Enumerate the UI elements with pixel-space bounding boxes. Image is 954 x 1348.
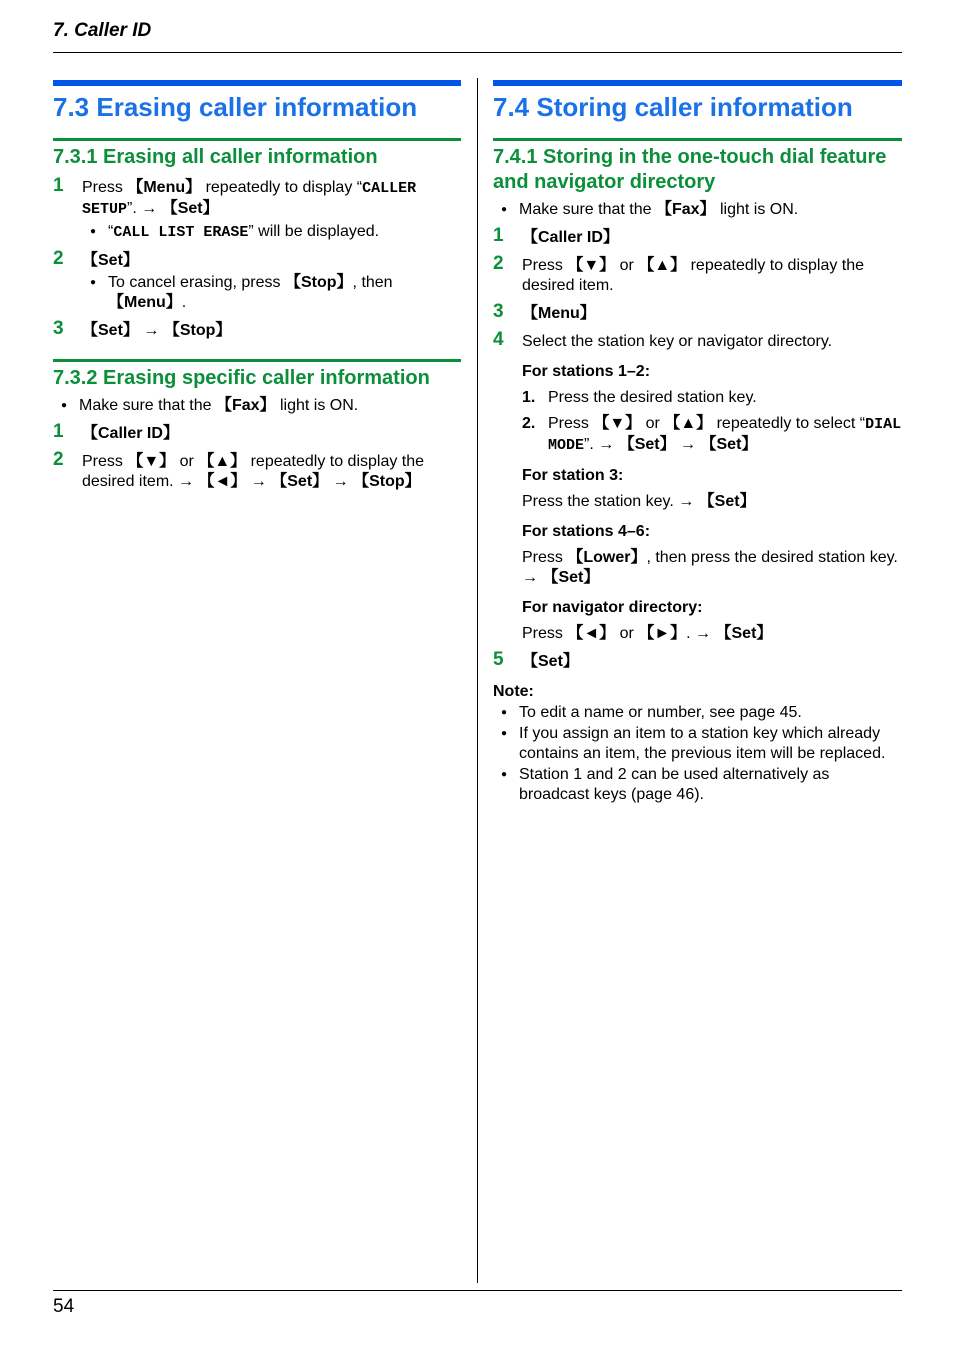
step-number: 5 [493, 649, 504, 670]
text: Press [522, 257, 568, 274]
column-divider [477, 78, 478, 1283]
note-title: Note: [493, 683, 534, 700]
left-key: 【◄】 [567, 625, 616, 642]
set-key: 【Set】 [618, 436, 676, 453]
menu-key: 【Menu】 [108, 294, 182, 311]
set-key: 【Set】 [522, 653, 579, 670]
stations-1-2-label: For stations 1–2: [522, 363, 651, 380]
text: Press [82, 453, 128, 470]
item-number: 1. [522, 389, 536, 406]
step-4 [493, 329, 902, 352]
arrow-icon: → [250, 473, 267, 490]
text: Press [522, 549, 568, 566]
subsection-title: 7.4.1 Storing in the one-touch dial feature and navigator directory [493, 146, 887, 193]
down-key: 【▼】 [127, 453, 176, 470]
set-key: 【Set】 [698, 493, 756, 510]
text: , then press the desired station key. [646, 549, 898, 566]
text: repeatedly to display the desired item. [82, 453, 425, 490]
bullet-item [53, 396, 461, 416]
down-key: 【▼】 [567, 257, 616, 274]
arrow-icon: → [680, 436, 697, 453]
text: repeatedly to display the desired item. [522, 257, 865, 294]
step-5 [493, 649, 902, 672]
text: Select the station key or navigator directory. [522, 333, 833, 350]
subsection-title: 7.3.1 Erasing all caller information [53, 146, 378, 168]
stop-key: 【Stop】 [284, 274, 353, 291]
fax-key: 【Fax】 [655, 201, 716, 218]
text: Make sure that the [79, 397, 216, 414]
menu-key: 【Menu】 [522, 305, 596, 322]
arrow-icon: → [143, 322, 160, 339]
navigator-directory-label: For navigator directory: [522, 599, 703, 616]
up-key: 【▲】 [638, 257, 687, 274]
step-number: 1 [53, 421, 64, 442]
numbered-item [522, 388, 902, 408]
text: . [181, 294, 187, 311]
down-key: 【▼】 [593, 415, 642, 432]
arrow-icon: → [598, 436, 615, 453]
set-key: 【Set】 [700, 436, 758, 453]
subsection-title: 7.3.2 Erasing specific caller information [53, 367, 430, 389]
numbered-item [522, 414, 902, 456]
right-column [493, 80, 902, 805]
stations-4-6-instruction [522, 548, 902, 588]
arrow-icon: → [522, 569, 538, 586]
set-key: 【Set】 [271, 473, 329, 490]
section-7-3-header [53, 80, 461, 122]
subsection-7-3-1-header [53, 138, 461, 170]
page-number: 54 [53, 1296, 75, 1317]
navigator-instruction [522, 624, 902, 644]
item-number: 2. [522, 415, 536, 432]
arrow-icon: → [678, 493, 695, 510]
arrow-icon: → [141, 200, 158, 217]
step-2 [53, 449, 461, 492]
text: , then [352, 274, 393, 291]
step-1 [53, 175, 461, 243]
step-number: 2 [53, 449, 64, 470]
text: Press [82, 179, 128, 196]
subsection-7-3-2-header [53, 359, 461, 391]
stop-key: 【Stop】 [353, 473, 421, 490]
step-number: 4 [493, 329, 504, 350]
note-item: ● Station 1 and 2 can be used alternatively as broadcast keys (page 46). [493, 765, 902, 805]
text: Press the desired station key. [548, 389, 757, 406]
step-2 [493, 253, 902, 296]
step-number: 2 [493, 253, 504, 274]
text: or [175, 453, 199, 470]
text: light is ON. [275, 397, 359, 414]
step-number: 2 [53, 248, 64, 269]
footer-rule [53, 1290, 902, 1291]
text: or [641, 415, 665, 432]
up-key: 【▲】 [198, 453, 247, 470]
set-key: 【Set】 [542, 569, 600, 586]
subsection-7-4-1-header [493, 138, 902, 195]
set-key: 【Set】 [161, 200, 219, 217]
note-item: ● To edit a name or number, see page 45. [493, 703, 902, 723]
section-7-4-header [493, 80, 902, 122]
text: Press [522, 625, 568, 642]
caller-id-key: 【Caller ID】 [82, 425, 179, 442]
set-key: 【Set】 [82, 252, 139, 269]
text: repeatedly to select “ [712, 415, 866, 432]
display-text: CALL LIST ERASE [113, 224, 249, 241]
text: repeatedly to display “ [201, 179, 363, 196]
stop-key: 【Stop】 [163, 322, 232, 339]
caller-id-key: 【Caller ID】 [522, 229, 619, 246]
text: To cancel erasing, press [108, 274, 285, 291]
step-2 [53, 248, 461, 313]
text: ”. [584, 436, 599, 453]
section-title: 7.3 Erasing caller information [53, 92, 418, 122]
arrow-icon: → [695, 625, 712, 642]
text: Press the station key. [522, 493, 679, 510]
text: ”. [127, 200, 142, 217]
left-key: 【◄】 [198, 473, 247, 490]
station-3-label: For station 3: [522, 467, 624, 484]
arrow-icon: → [332, 473, 349, 490]
step-number: 3 [53, 318, 64, 339]
step-number: 3 [493, 301, 504, 322]
step-number: 1 [493, 225, 504, 246]
chapter-header: 7. Caller ID [53, 20, 152, 41]
step-3 [493, 301, 902, 324]
bullet-item [493, 200, 902, 220]
text: or [615, 625, 639, 642]
text: . [686, 625, 696, 642]
menu-key: 【Menu】 [127, 179, 202, 196]
text: Press [548, 415, 594, 432]
display-text: DIAL MODE [548, 416, 902, 454]
arrow-icon: → [178, 473, 195, 490]
display-text: CALLER SETUP [82, 180, 417, 218]
stations-4-6-label: For stations 4–6: [522, 523, 651, 540]
left-column [53, 80, 461, 492]
text: “ [108, 223, 114, 240]
text: or [615, 257, 639, 274]
set-key: 【Set】 [82, 322, 139, 339]
bullet-item [82, 222, 461, 243]
header-rule [53, 52, 902, 53]
step-number: 1 [53, 175, 64, 196]
step-1 [53, 421, 461, 444]
station-instructions [493, 362, 902, 644]
right-key: 【►】 [638, 625, 687, 642]
step-3 [53, 318, 461, 341]
text: light is ON. [715, 201, 799, 218]
set-key: 【Set】 [715, 625, 773, 642]
up-key: 【▲】 [664, 415, 713, 432]
lower-key: 【Lower】 [567, 549, 647, 566]
fax-key: 【Fax】 [215, 397, 276, 414]
text: Make sure that the [519, 201, 656, 218]
note-item: ● If you assign an item to a station key which already contains an item, the previous item will be replaced. [493, 724, 902, 764]
section-title: 7.4 Storing caller information [493, 92, 853, 122]
station-3-instruction [522, 492, 902, 512]
bullet-item [82, 273, 461, 313]
text: ” will be displayed. [248, 223, 380, 240]
step-1 [493, 225, 902, 248]
